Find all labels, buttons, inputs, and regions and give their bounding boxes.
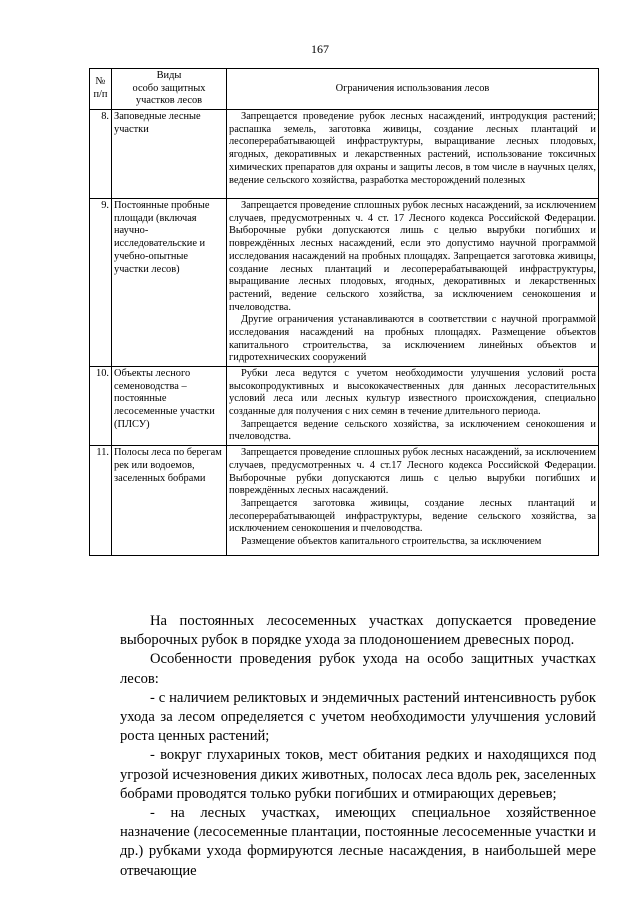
body-paragraph: На постоянных лесосеменных участках допускается проведение выборочных рубок в порядке ухода за плодоношением древесных пород.: [120, 613, 596, 649]
row-restrictions: [227, 446, 599, 556]
row-restrictions: [227, 110, 599, 199]
body-paragraph: Особенности проведения рубок ухода на особо защитных участках лесов:: [120, 651, 596, 687]
table-row: [90, 199, 599, 367]
restriction-paragraph: Запрещается проведение рубок лесных насаждений, интродукция растений; распашка земель, заготовка живицы, создание лесных плантаций и лесоперерабатывающей инфраструктуры, выращивание лесных плодовых, ягодных, декоративных и лекарственных растений, использование токсичных химических препаратов для охраны и защиты лесов, в том числе в научных целях, ведение сельского хозяйства, разработка месторождений полезных: [229, 111, 596, 186]
row-restrictions: [227, 367, 599, 446]
body-paragraph: - на лесных участках, имеющих специальное хозяйственное назначение (лесосеменные плантации, постоянные лесосеменные участки и др.) рубками ухода формируются лесные насаждения, в наибольшей мере отвечающие: [120, 805, 596, 879]
body-text: [120, 612, 596, 881]
restrictions-table: [89, 68, 599, 556]
restriction-paragraph: Запрещается проведение сплошных рубок лесных насаждений, за исключением случаев, предусмотренных ч. 4 ст.17 Лесного кодекса Российской Федерации. Выборочные рубки допускаются лишь с целью вырубки погибших и повреждённых лесных насаждений.: [229, 447, 596, 497]
row-type: Объекты лесного семеноводства – постоянные лесосеменные участки (ПЛСУ): [112, 367, 227, 446]
restriction-paragraph: Размещение объектов капитального строительства, за исключением: [241, 535, 542, 547]
header-type: Виды особо защитных участков лесов: [112, 69, 227, 110]
row-number: 11.: [90, 446, 112, 556]
body-paragraph: - вокруг глухариных токов, мест обитания редких и находящихся под угрозой исчезновения диких животных, полосах леса вдоль рек, заселенных бобрами проводятся только рубки погибших и отмирающих деревьев;: [120, 747, 596, 802]
table-row: [90, 446, 599, 556]
restriction-paragraph: Рубки леса ведутся с учетом необходимости улучшения условий роста высокопродуктивных и высококачественных для данных лесорастительных условий леса или лесных культур известного происхождения, специально созданные для получения с них семян в течение длительного периода.: [229, 368, 596, 418]
row-number: 8.: [90, 110, 112, 199]
header-number: № п/п: [90, 69, 112, 110]
restriction-paragraph: Запрещается проведение сплошных рубок лесных насаждений, за исключением случаев, предусмотренных ч. 4 ст. 17 Лесного кодекса Российской Федерации. Выборочные рубки допускаются лишь с целью вырубки погибших и повреждённых лесных насаждений, если это допустимо научной программой исследования насаждений на пробных площадях. Запрещается заготовка живицы, создание лесных плантаций и лесоперерабатывающей инфраструктуры, выращивание лесных плодовых, ягодных, декоративных и лекарственных растений, ведение сельского хозяйства, за исключением сенокошения и пчеловодства.: [229, 200, 596, 313]
table-row: [90, 110, 599, 199]
row-number: 10.: [90, 367, 112, 446]
row-restrictions: [227, 199, 599, 367]
row-type: Постоянные пробные площади (включая научно-исследовательские и учебно-опытные участки лесов): [112, 199, 227, 367]
restriction-paragraph: Запрещается ведение сельского хозяйства, за исключением сенокошения и пчеловодства.: [229, 418, 596, 443]
row-number: 9.: [90, 199, 112, 367]
header-restrictions: Ограничения использования лесов: [227, 69, 599, 110]
restriction-paragraph: Запрещается заготовка живицы, создание лесных плантаций и лесоперерабатывающей инфраструктуры, ведение сельского хозяйства, за исключением сенокошения и пчеловодства.: [229, 497, 596, 535]
row-type: Полосы леса по берегам рек или водоемов, заселенных бобрами: [112, 446, 227, 556]
row-type: Заповедные лесные участки: [112, 110, 227, 199]
table-row: [90, 367, 599, 446]
page-number: 167: [311, 42, 329, 56]
restriction-paragraph: Другие ограничения устанавливаются в соответствии с научной программой исследования насаждений на пробных площадях. Размещение объектов капитального строительства, за исключением линейных объектов и гидротехнических сооружений: [229, 314, 596, 364]
table-header-row: [90, 69, 599, 110]
body-paragraph: - с наличием реликтовых и эндемичных растений интенсивность рубок ухода за лесом определяется с учетом необходимости улучшения условий роста ценных растений;: [120, 689, 596, 745]
